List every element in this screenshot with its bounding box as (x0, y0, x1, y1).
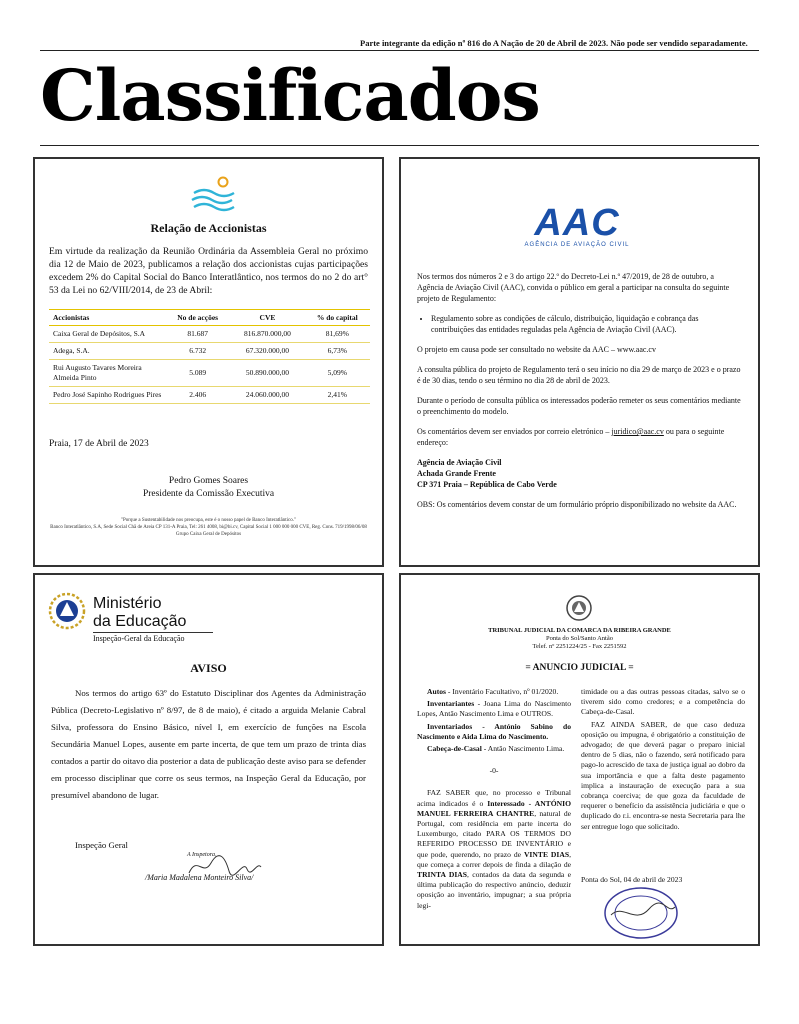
aac-logo-subtitle: AGÊNCIA DE AVIAÇÃO CIVIL (524, 242, 630, 248)
text: - Antão Nascimento Lima. (481, 744, 565, 754)
text: FAZ SABER que, no processo e Tribunal acima indicados é o (417, 788, 571, 808)
edition-note: Parte integrante da edição nº 816 do A Nação de 20 de Abril de 2023. Não pode ser vendido separadamente. (360, 38, 748, 48)
table-cell: 2,41% (305, 387, 370, 404)
column-header: CVE (230, 310, 304, 326)
table-cell: Adega, S.A. (49, 343, 165, 360)
ad-body (417, 271, 742, 519)
notice-column-2 (581, 687, 745, 834)
table-cell: 6.732 (165, 343, 230, 360)
table-cell: 816.870.000,00 (230, 326, 304, 343)
address-line: Agência de Aviação Civil (417, 458, 502, 467)
text: ou para o seguinte endereço: (417, 427, 725, 447)
paragraph: Nos termos dos números 2 e 3 do artigo 22.º do Decreto-Lei n.º 47/2019, de 28 de outubro, a Agência de Aviação Civil (AAC), convida o público em geral a participar na consulta do seguinte projeto de Regulamento: (417, 272, 730, 303)
text: VINTE DIAS (523, 849, 570, 859)
table-row (49, 360, 370, 387)
column-header: Accionistas (49, 310, 165, 326)
text: Interessado - ANTÓNIO MANUEL FERREIRA CHANTRE (417, 798, 571, 818)
footer-group: Grupo Caixa Geral de Depósitos (175, 532, 242, 537)
table-cell: Caixa Geral de Depósitos, S.A (49, 326, 165, 343)
signatory-name: /Maria Madalena Monteiro Silva/ (145, 873, 254, 882)
ad-intro: Em virtude da realização da Reunião Ordinária da Assembleia Geral no próximo dia 12 de Maio de 2023, publicamos a relação dos accionistas cujas participações excedem 2% do Capital Social do Banco Interatlântico, nos termos do no 2 do art° 53 da Lei no 62/VIII/2014, de 23 de Abril: (49, 246, 368, 296)
label: Inventariados - António Sabino do Nascimento e Aida Lima do Nascimento. (417, 721, 571, 741)
text: , natural de Portugal, com residência em parte incerta do Luxemburgo, citado PARA OS TERMOS DO REFERIDO PROCESSO DE INVENTÁRIO e que pode, querendo, no prazo de (417, 808, 572, 859)
inspector-label: A Inspetora, (187, 852, 217, 858)
notice-title: = ANUNCIO JUDICIAL = (525, 663, 634, 673)
paragraph: timidade ou a das outras pessoas citadas, salvo se o tiverem sido como credores; e a competência do Cabeça-de-Casal. (581, 687, 745, 717)
ad-footer (45, 517, 372, 538)
paragraph (417, 722, 571, 742)
paragraph (417, 426, 742, 448)
table-cell: 5.089 (165, 360, 230, 387)
table-cell: Pedro José Sapinho Rodrigues Pires (49, 387, 165, 404)
label: Autos (427, 687, 446, 696)
text: Os comentários devem ser enviados por correio eletrónico – (417, 427, 612, 436)
address-line: Achada Grande Frente (417, 469, 496, 478)
notice-column-1 (417, 687, 571, 913)
email-link[interactable]: juridico@aac.cv (611, 427, 664, 436)
label: Cabeça-de-Casal (427, 744, 482, 754)
court-phone: Telef. nº 2251224/25 - Fax 2251592 (532, 643, 627, 650)
ad-aac (399, 157, 760, 567)
table-cell: 81,69% (305, 326, 370, 343)
notice-date: Ponta do Sol, 04 de abril de 2023 (581, 875, 683, 884)
inspection-label: Inspeção Geral (75, 840, 128, 850)
paragraph (417, 699, 571, 719)
text: - Inventário Facultativo, nº 01/2020. (446, 687, 559, 696)
column-header: No de acções (165, 310, 230, 326)
masthead-rule (40, 145, 759, 146)
table-row (49, 343, 370, 360)
list-item: • Regulamento sobre as condições de cálculo, distribuição, liquidação e cobrança das contribuições das entidades reguladas pela Agência de Aviação Civil (AAC). (431, 313, 742, 335)
ministry-line: Ministério (93, 595, 162, 612)
column-header: % do capital (305, 310, 370, 326)
text: , que começa a correr depois de finda a dilação de (417, 849, 571, 869)
text: - Joana Lima do Nascimento Lopes, Antão Nascimento Lima e OUTROS. (417, 699, 571, 719)
signer-name: Pedro Gomes Soares (168, 476, 249, 486)
label: Inventariantes (427, 699, 475, 709)
ad-ministerio-educacao (33, 573, 384, 946)
separator: -0- (489, 766, 499, 776)
ministry-department: Inspeção-Geral da Educação (93, 632, 213, 643)
table-row (49, 387, 370, 404)
ministry-line: da Educação (93, 613, 187, 630)
table-header-row (49, 310, 370, 326)
signature-block (35, 475, 382, 501)
ministry-name (93, 595, 186, 631)
signer-role: Presidente da Comissão Executiva (142, 489, 275, 499)
table-cell: 2.406 (165, 387, 230, 404)
court-stamp-icon (601, 885, 681, 941)
court-name: TRIBUNAL JUDICIAL DA COMARCA DA RIBEIRA GRANDE (488, 627, 671, 634)
waves-logo-icon (190, 175, 236, 215)
header-rule (40, 50, 759, 51)
table-cell: Rui Augusto Tavares Moreira Almeida Pinto (49, 360, 165, 387)
bullet-list (417, 313, 742, 335)
table-cell: 24.060.000,00 (230, 387, 304, 404)
table-cell: 6,73% (305, 343, 370, 360)
table-cell: 50.890.000,00 (230, 360, 304, 387)
table-cell: 5,09% (305, 360, 370, 387)
paragraph: Durante o período de consulta pública os interessados poderão remeter os seus comentários mediante o preenchimento do modelo. (417, 396, 741, 416)
text: TRINTA DIAS (417, 870, 468, 880)
court-header (401, 627, 758, 651)
paragraph: O projeto em causa pode ser consultado no website da AAC – www.aac.cv (417, 345, 656, 354)
aac-logo (523, 204, 631, 248)
paragraph (417, 687, 571, 697)
ad-banco-interatlantico (33, 157, 384, 567)
shareholders-table (49, 309, 370, 404)
paragraph (417, 744, 571, 754)
paragraph: A consulta pública do projeto de Regulamento terá o seu início no dia 29 de março de 2023 e o prazo é de 30 dias, tendo o seu término no dia 28 de abril de 2023. (417, 365, 741, 385)
ad-tribunal (399, 573, 760, 946)
address-block (417, 457, 742, 490)
paragraph (417, 788, 571, 910)
ad-date: Praia, 17 de Abril de 2023 (49, 439, 149, 449)
text: , contados da data da segunda e última publicação do respectivo anúncio, deduzir oposição ao inventário, impugnar; a sua própria legi- (417, 870, 571, 910)
footer-slogan: "Porque a Sustentabilidade nos preocupa, este é o nosso papel de Banco Interatlântico." (120, 518, 297, 523)
address-line: CP 371 Praia – República de Cabo Verde (417, 480, 557, 489)
ad-title: Relação de Accionistas (150, 221, 267, 235)
court-address: Ponta do Sol/Santo Antão (546, 635, 613, 642)
aac-logo-text: AAC (534, 202, 620, 244)
footer-company: Banco Interatlântico, S.A, Sede Social Chã de Areia CP 131-A Praia, Tel: 261 4008, bi@bi.cv, Capital Social 1 000 000 000 CVE, Reg. Cons. 719/1998/06/08 (50, 525, 367, 530)
table-row (49, 326, 370, 343)
court-emblem-icon (564, 593, 594, 623)
notice-title: AVISO (190, 661, 227, 675)
notice-body: Nos termos do artigo 63º do Estatuto Disciplinar dos Agentes da Administração Pública (Decreto-Legislativo nº 8/97, de 8 de maio), é citado a arguida Melanie Cabral Silva, professora do Ensino Básico, nível I, em exercício de funções na Escola Secundária Manuel Lopes, ausente em parte incerta, de que tem um prazo de trinta dias contados a partir do oitavo dia posterior a data de publicação deste aviso para se defender em processo disciplinar que corre os seus termos, na Inspeção Geral da Educação, por presumível abandono de lugar. (51, 688, 366, 800)
paragraph: OBS: Os comentários devem constar de um formulário próprio disponibilizado no website da AAC. (417, 500, 737, 509)
table-cell: 67.320.000,00 (230, 343, 304, 360)
coat-of-arms-icon (47, 591, 87, 631)
table-cell: 81.687 (165, 326, 230, 343)
paragraph: FAZ AINDA SABER, de que caso deduza oposição ou impugna, é obrigatório a constituição de advogado; de que deverá pagar o preparo inicial dentro de 5 dias, não o fazendo, será notificado para pago-lo acrescido de taxa de justiça igual ao dobro da sua importância e que a falta deste pagamento implica a instauração de execução para a sua cobrança coerciva; de que goza da faculdade de requerer o benefício da assistência judiciária e que o duplicado do r.i. encontra-se nesta Secretaria para lhe ser entregue logo que solicitado. (581, 719, 745, 831)
masthead: Classificados (40, 54, 540, 137)
